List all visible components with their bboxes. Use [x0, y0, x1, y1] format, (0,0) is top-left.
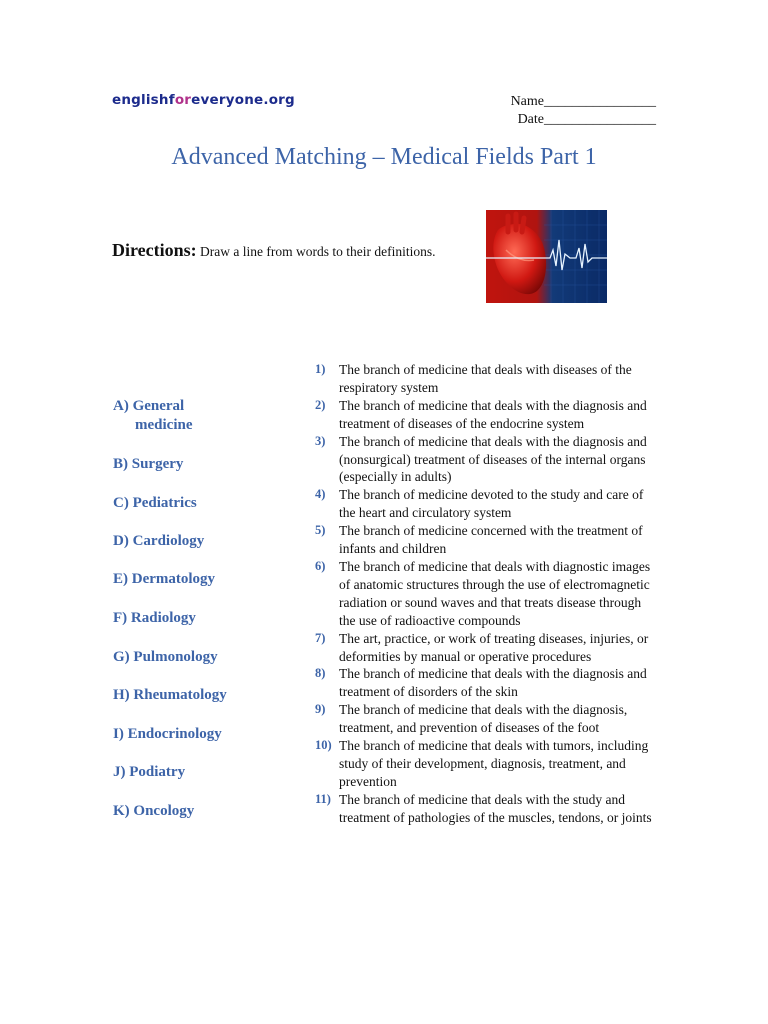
word-item: I) Endocrinology [113, 726, 222, 742]
logo-text-part2: or [174, 92, 192, 108]
definition-item [315, 701, 660, 737]
definition-text: The branch of medicine that deals with the study and treatment of pathologies of the muscles, tendons, or joints [339, 791, 652, 825]
definition-item [315, 737, 660, 791]
definition-number: 5) [315, 523, 326, 538]
definition-number: 8) [315, 666, 326, 681]
directions-label: Directions: [112, 240, 197, 260]
definition-text: The branch of medicine that deals with diseases of the respiratory system [339, 362, 632, 395]
logo-text-part1: englishf [112, 92, 175, 108]
definition-number: 2) [315, 397, 326, 412]
definition-text: The branch of medicine concerned with the treatment of infants and children [339, 523, 643, 557]
directions-text: Draw a line from words to their definitions. [200, 244, 436, 259]
definition-number: 11) [315, 791, 331, 806]
definition-item [315, 361, 660, 397]
definition-number: 10) [315, 738, 332, 753]
name-date-fields [456, 93, 656, 129]
definition-number: 1) [315, 362, 326, 376]
date-line: Date________________ [517, 112, 656, 127]
word-item: F) Radiology [113, 610, 196, 626]
definition-item [315, 397, 660, 433]
definition-text: The branch of medicine that deals with diagnostic images of anatomic structures through the use of electromagnetic radiation or sound waves and that treats disease through the use of radioactive compounds [339, 558, 651, 628]
definition-number: 9) [315, 702, 326, 717]
word-item [113, 397, 193, 435]
definition-list [315, 361, 660, 827]
name-line: Name________________ [510, 94, 656, 109]
definition-item [315, 630, 660, 666]
definition-number: 4) [315, 487, 326, 502]
definition-number: 7) [315, 630, 326, 645]
word-label-continued: medicine [135, 417, 193, 433]
word-label: A) General [113, 398, 185, 414]
logo-text-part3: everyone.org [191, 92, 295, 108]
word-item: G) Pulmonology [113, 649, 218, 665]
page-title: Advanced Matching – Medical Fields Part 1 [171, 144, 597, 170]
word-item: J) Podiatry [113, 764, 186, 780]
word-item: K) Oncology [113, 803, 195, 819]
heart-ecg-image [486, 210, 607, 303]
definition-item [315, 522, 660, 558]
site-logo [112, 92, 295, 108]
definition-number: 6) [315, 558, 326, 573]
word-item: B) Surgery [113, 456, 184, 472]
definition-text: The branch of medicine that deals with tumors, including study of their development, diagnosis, treatment, and prevention [339, 738, 649, 789]
directions [112, 240, 435, 261]
definition-item [315, 665, 660, 701]
definition-item [315, 433, 660, 487]
word-item: E) Dermatology [113, 571, 216, 587]
definition-text: The art, practice, or work of treating diseases, injuries, or deformities by manual or operative procedures [339, 630, 649, 664]
definition-item [315, 791, 660, 827]
definition-text: The branch of medicine devoted to the study and care of the heart and circulatory system [339, 487, 644, 521]
definition-text: The branch of medicine that deals with the diagnosis and treatment of diseases of the endocrine system [339, 397, 647, 431]
definition-text: The branch of medicine that deals with the diagnosis, treatment, and prevention of diseases of the foot [339, 702, 628, 736]
definition-item [315, 558, 660, 630]
word-item: D) Cardiology [113, 533, 205, 549]
definition-text: The branch of medicine that deals with the diagnosis and (nonsurgical) treatment of diseases of the internal organs (especially in adults) [339, 433, 647, 485]
definition-item [315, 486, 660, 522]
definition-number: 3) [315, 433, 326, 448]
word-item: H) Rheumatology [113, 687, 227, 703]
word-item: C) Pediatrics [113, 495, 197, 511]
definition-text: The branch of medicine that deals with the diagnosis and treatment of disorders of the skin [339, 666, 647, 700]
